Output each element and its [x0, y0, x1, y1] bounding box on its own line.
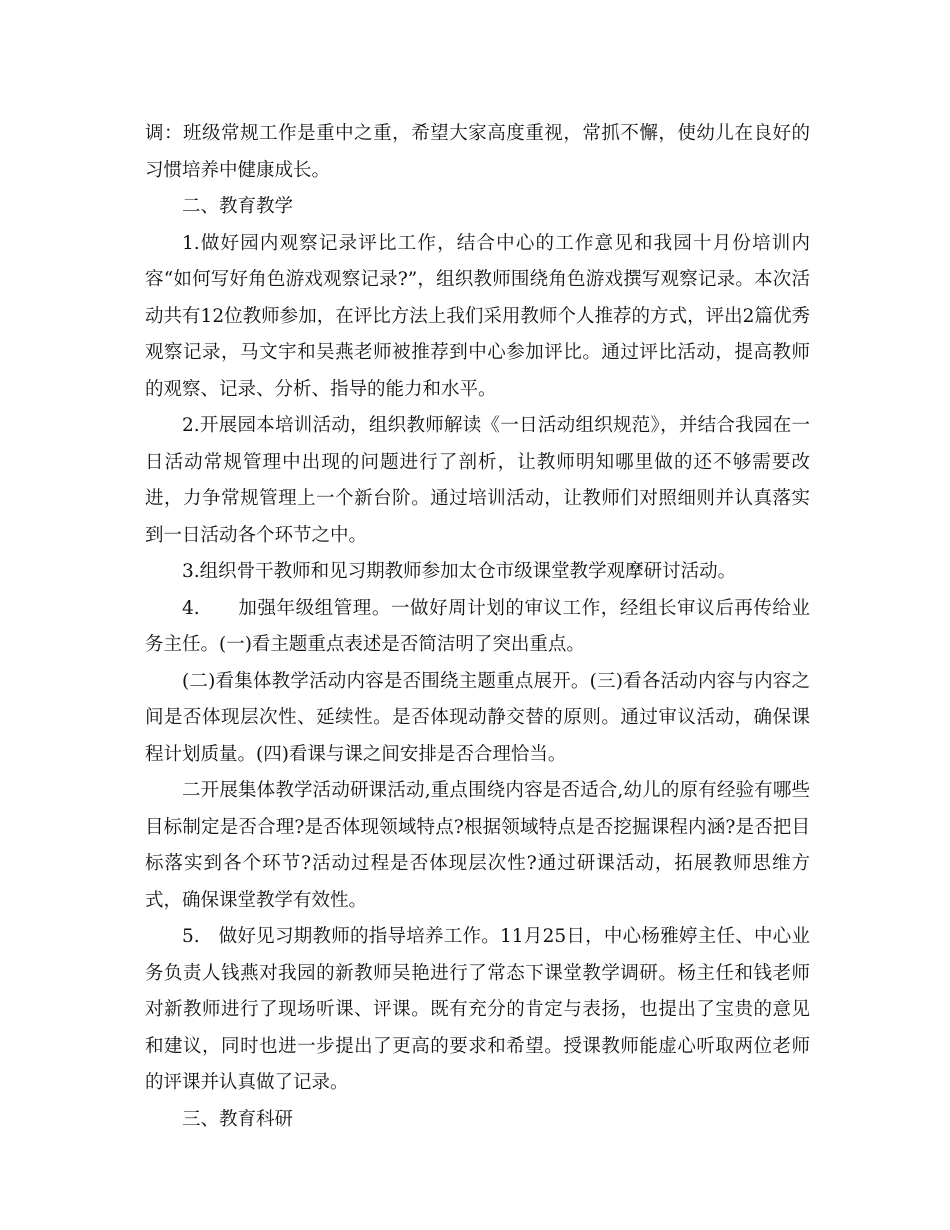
paragraph-research-lessons: 二开展集体教学活动研课活动,重点围绕内容是否适合,幼儿的原有经验有哪些目标制定是否合理?是否体现领域特点?根据领域特点是否挖掘课程内涵?是否把目标落实到各个环节?活动过程是否体现层次性?通过研课活动，拓展教师思维方式，确保课堂教学有效性。 — [145, 780, 810, 911]
paragraph-item-4: 4. 加强年级组管理。一做好周计划的审议工作，经组长审议后再传给业务主任。(一)看主题重点表述是否简洁明了突出重点。 — [145, 597, 810, 655]
paragraph-item-4-continued: (二)看集体教学活动内容是否围绕主题重点展开。(三)看各活动内容与内容之间是否体现层次性、延续性。是否体现动静交替的原则。通过审议活动，确保课程计划质量。(四)看课与课之间安排是否合理恰当。 — [145, 670, 810, 765]
paragraph-item-1: 1.做好园内观察记录评比工作，结合中心的工作意见和我园十月份培训内容“如何写好角色游戏观察记录?”，组织教师围绕角色游戏撰写观察记录。本次活动共有12位教师参加，在评比方法上我们采用教师个人推荐的方式，评出2篇优秀观察记录，马文宇和吴燕老师被推荐到中心参加评比。通过评比活动，提高教师的观察、记录、分析、指导的能力和水平。 — [145, 232, 810, 400]
document-body — [145, 116, 810, 1138]
section-heading-teaching: 二、教育教学 — [182, 196, 294, 217]
paragraph-item-3: 3.组织骨干教师和见习期教师参加太仓市级课堂教学观摩研讨活动。 — [182, 561, 737, 582]
paragraph-continuation: 调：班级常规工作是重中之重，希望大家高度重视，常抓不懈，使幼儿在良好的习惯培养中健康成长。 — [145, 123, 810, 181]
paragraph-item-5: 5. 做好见习期教师的指导培养工作。11月25日，中心杨雅婷主任、中心业务负责人钱燕对我园的新教师吴艳进行了常态下课堂教学调研。杨主任和钱老师对新教师进行了现场听课、评课。既有充分的肯定与表扬，也提出了宝贵的意见和建议，同时也进一步提出了更高的要求和希望。授课教师能虚心听取两位老师的评课并认真做了记录。 — [145, 926, 810, 1093]
paragraph-item-2: 2.开展园本培训活动，组织教师解读《一日活动组织规范》，并结合我园在一日活动常规管理中出现的问题进行了剖析，让教师明知哪里做的还不够需要改进，力争常规管理上一个新台阶。通过培训活动，让教师们对照细则并认真落实到一日活动各个环节之中。 — [145, 415, 810, 546]
section-heading-research: 三、教育科研 — [182, 1108, 294, 1130]
